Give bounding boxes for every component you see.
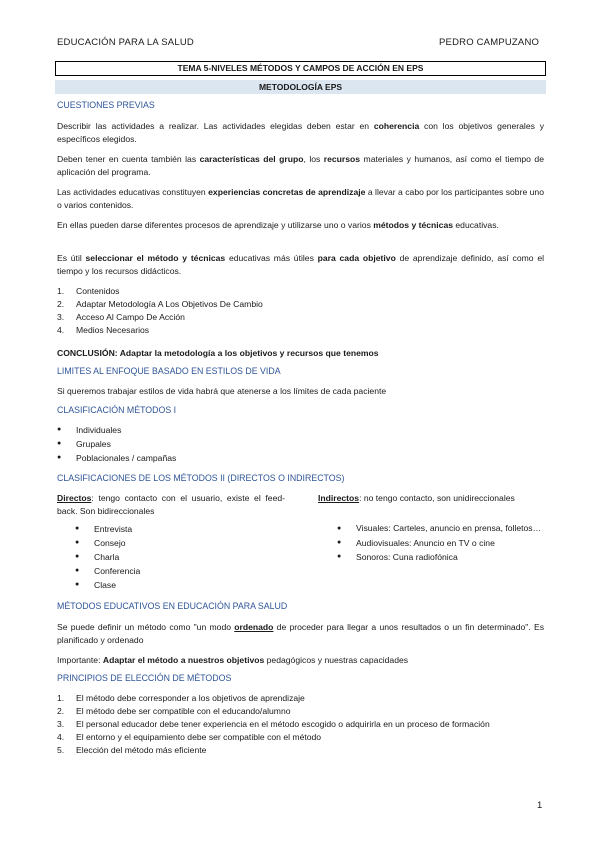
list-item [337, 536, 544, 550]
directos-label: Directos [57, 493, 92, 503]
heading-cuestiones-previas: CUESTIONES PREVIAS [57, 100, 155, 110]
text: educativas. [453, 220, 499, 230]
text: educativas más útiles [225, 253, 318, 263]
list-item-text: El personal educador debe tener experiencia en el método escogido o adquirirla en un proceso de formación [76, 719, 490, 729]
bold-text: métodos y técnicas [373, 220, 454, 230]
bullet-icon: ● [57, 440, 62, 447]
directos-text: : tengo contacto con el usuario, existe el feed-back. Son bidireccionales [57, 493, 285, 516]
list-item-text: Entrevista [94, 524, 133, 534]
text: En ellas pueden darse diferentes procesos de aprendizaje y utilizarse uno o varios [57, 220, 374, 230]
underlined-text: ordenado [234, 622, 274, 632]
list-number: 3. [57, 719, 65, 729]
text: con los objetivos generales y específicos elegidos. [57, 121, 544, 144]
list-item [75, 564, 140, 578]
paragraph-4 [57, 219, 544, 232]
list-item-text: Acceso Al Campo De Acción [76, 312, 185, 322]
list-number: 2. [57, 299, 65, 309]
list-item [57, 285, 263, 298]
list-item-text: Conferencia [94, 566, 141, 576]
list-item-text: Adaptar Metodología A Los Objetivos De Cambio [76, 299, 263, 309]
numbered-list-principios [57, 692, 544, 757]
bullet-icon: ● [57, 454, 62, 461]
list-item-text: Poblacionales / campañas [76, 453, 177, 463]
indirectos-description [318, 492, 544, 505]
paragraph-importante [57, 654, 544, 667]
indirectos-list [337, 522, 544, 564]
bullet-list-clasificacion [57, 423, 176, 465]
text: pedagógicos y nuestras capacidades [264, 655, 409, 665]
list-item [75, 550, 140, 564]
list-item [57, 451, 176, 465]
bold-text: coherencia [373, 121, 420, 131]
list-item-text: El entorno y el equipamiento debe ser compatible con el método [76, 732, 322, 742]
list-item-text: Medios Necesarios [76, 325, 150, 335]
paragraph-2 [57, 153, 544, 178]
heading-clasificacion-2: CLASIFICACIONES DE LOS MÉTODOS II (DIRECTOS O INDIRECTOS) [57, 473, 345, 483]
indirectos-label: Indirectos [318, 493, 360, 503]
list-item-text: El método debe ser compatible con el educando/alumno [76, 706, 291, 716]
paragraph-limites: Si queremos trabajar estilos de vida habrá que atenerse a los límites de cada paciente [57, 386, 387, 396]
bold-text: Adaptar el método a nuestros objetivos [102, 655, 265, 665]
text: materiales y humanos, así como el tiempo de aplicación del programa. [57, 154, 544, 177]
list-number: 4. [57, 732, 65, 742]
list-number: 1. [57, 286, 65, 296]
text: a llevar a cabo por los participantes sobre uno o varios contenidos. [57, 187, 544, 210]
heading-metodos-educativos: MÉTODOS EDUCATIVOS EN EDUCACIÓN PARA SALUD [57, 601, 288, 611]
bullet-icon: ● [75, 539, 80, 546]
text: de proceder para llegar a unos resultados o un fin determinado". Es planificado y ordenado [57, 622, 544, 645]
list-item-text: Elección del método más eficiente [76, 745, 207, 755]
header-course: EDUCACIÓN PARA LA SALUD [57, 37, 194, 48]
list-item-text: Grupales [76, 439, 111, 449]
list-item-text: Contenidos [76, 286, 120, 296]
list-item-text: Individuales [76, 425, 122, 435]
section-title-bar: METODOLOGÍA EPS [55, 80, 546, 94]
bold-text: experiencias concretas de aprendizaje [208, 187, 366, 197]
text: Deben tener en cuenta también las [57, 154, 200, 164]
directos-description [57, 492, 285, 518]
list-item-text: Consejo [94, 538, 126, 548]
paragraph-5 [57, 252, 544, 277]
text: de aprendizaje definido, así como el tiempo y los recursos didácticos. [57, 253, 545, 276]
list-item [75, 536, 140, 550]
text: Es útil [57, 253, 86, 263]
list-item [75, 522, 140, 536]
list-item-text: El método debe corresponder a los objetivos de aprendizaje [76, 693, 305, 703]
list-item [57, 705, 544, 718]
bullet-icon: ● [75, 553, 80, 560]
list-item-text: Clase [94, 580, 116, 590]
list-item [57, 718, 544, 731]
list-item [57, 692, 544, 705]
list-number: 3. [57, 312, 65, 322]
bold-text: para cada objetivo [317, 253, 396, 263]
list-number: 5. [57, 745, 65, 755]
list-number: 4. [57, 325, 65, 335]
text: Describir las actividades a realizar. Las actividades elegidas deben estar en [57, 121, 374, 131]
bullet-icon: ● [75, 581, 80, 588]
list-item [57, 423, 176, 437]
heading-clasificacion-1: CLASIFICACIÓN MÉTODOS I [57, 405, 177, 415]
numbered-list-1 [57, 285, 263, 337]
heading-principios: PRINCIPIOS DE ELECCIÓN DE MÉTODOS [57, 673, 232, 683]
paragraph-1 [57, 120, 544, 145]
conclusion [57, 347, 544, 360]
bullet-icon: ● [75, 525, 80, 532]
list-item [57, 437, 176, 451]
bullet-icon: ● [337, 525, 342, 532]
conclusion-text: : Adaptar la metodología a los objetivos y recursos que tenemos [114, 348, 379, 358]
list-item [57, 324, 263, 337]
paragraph-definicion [57, 621, 544, 646]
bold-text: recursos [323, 154, 361, 164]
bold-text: seleccionar el método y técnicas [85, 253, 226, 263]
list-item [337, 550, 544, 564]
text: Importante: [57, 655, 103, 665]
list-item [75, 578, 140, 592]
document-title: TEMA 5-NIVELES MÉTODOS Y CAMPOS DE ACCIÓN EN EPS [55, 61, 546, 76]
list-item-text: Sonoros: Cuna radiofónica [356, 552, 458, 562]
list-item-text: Charla [94, 552, 120, 562]
list-item [57, 744, 544, 757]
bullet-icon: ● [57, 426, 62, 433]
list-item [337, 522, 544, 536]
heading-limites: LIMITES AL ENFOQUE BASADO EN ESTILOS DE VIDA [57, 366, 281, 376]
list-item [57, 311, 263, 324]
text: , los [303, 154, 324, 164]
list-item-text: Visuales: Carteles, anuncio en prensa, folletos… [356, 523, 542, 533]
page-number: 1 [537, 800, 543, 811]
paragraph-3 [57, 186, 544, 211]
conclusion-label: CONCLUSIÓN [57, 348, 115, 358]
indirectos-text: : no tengo contacto, son unidireccionales [359, 493, 515, 503]
directos-list [75, 522, 140, 592]
bullet-icon: ● [75, 567, 80, 574]
list-item [57, 731, 544, 744]
header-author: PEDRO CAMPUZANO [439, 37, 540, 48]
list-number: 2. [57, 706, 65, 716]
bold-text: características del grupo [199, 154, 304, 164]
list-number: 1. [57, 693, 65, 703]
list-item-text: Audiovisuales: Anuncio en TV o cine [356, 538, 495, 548]
list-item [57, 298, 263, 311]
bullet-icon: ● [337, 553, 342, 560]
text: Las actividades educativas constituyen [57, 187, 209, 197]
text: Se puede definir un método como "un modo [57, 622, 235, 632]
bullet-icon: ● [337, 539, 342, 546]
